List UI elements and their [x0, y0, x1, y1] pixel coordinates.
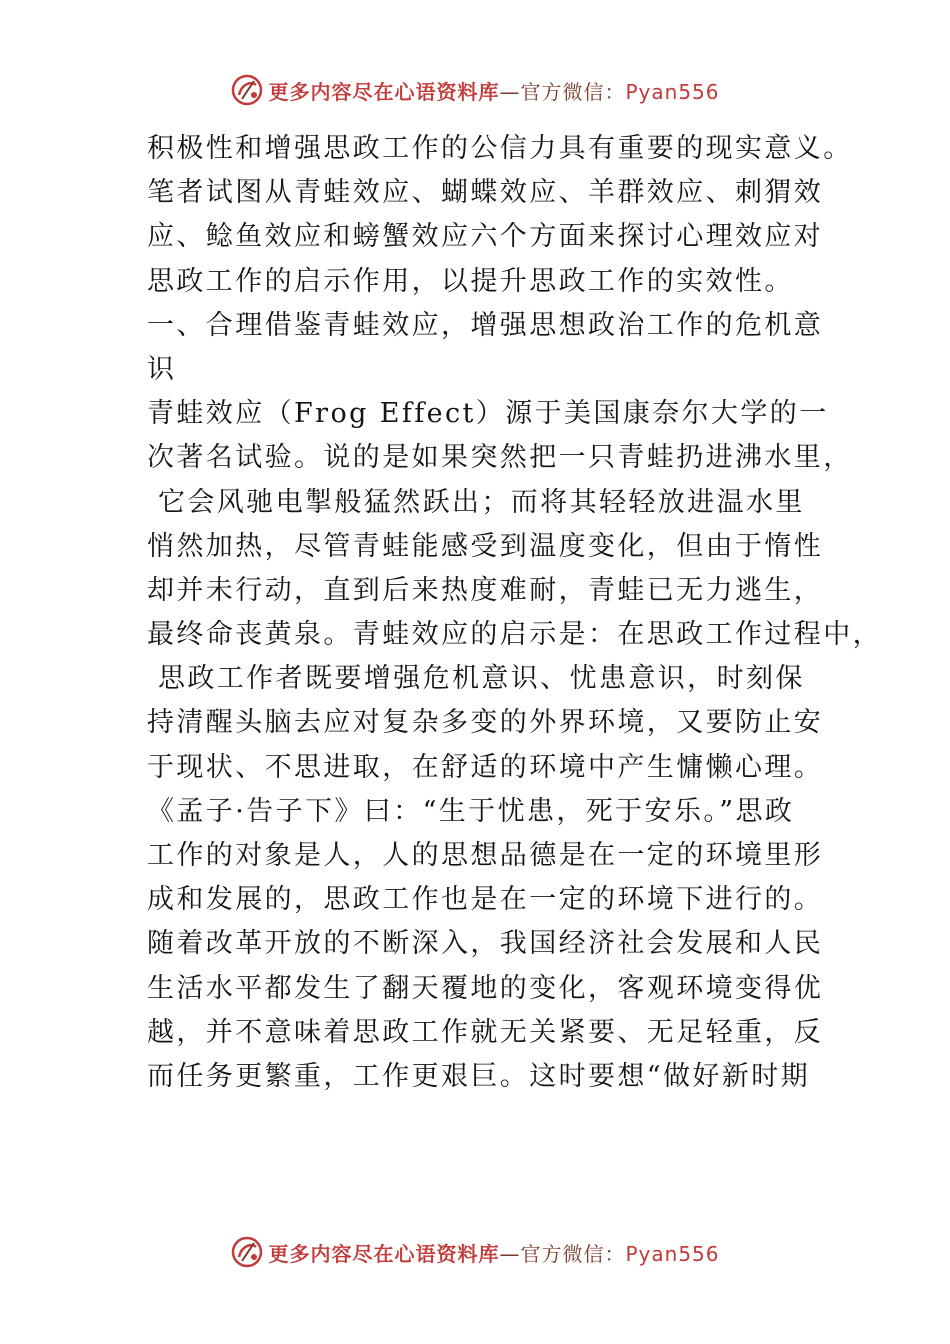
header-banner — [0, 68, 950, 112]
banner-wechat-label: 官方微信： — [520, 79, 626, 104]
body-line: 《孟子·告子下》曰：“生于忧患，死于安乐。”思政 — [147, 795, 795, 827]
banner-dash: — — [499, 1241, 521, 1266]
body-line: 应、鲶鱼效应和螃蟹效应六个方面来探讨心理效应对 — [147, 221, 824, 253]
body-line: 持清醒头脑去应对复杂多变的外界环境，又要防止安 — [147, 707, 824, 739]
body-line: 随着改革开放的不断深入，我国经济社会发展和人民 — [147, 928, 824, 960]
banner-wechat-label: 官方微信： — [520, 1241, 626, 1266]
body-line: 越，并不意味着思政工作就无关紧要、无足轻重，反 — [147, 1016, 824, 1048]
body-line: 思政工作者既要增强危机意识、忧患意识，时刻保 — [147, 663, 805, 695]
body-line: 笔者试图从青蛙效应、蝴蝶效应、羊群效应、刺猬效 — [147, 177, 824, 209]
body-line: 却并未行动，直到后来热度难耐，青蛙已无力逃生， — [147, 574, 824, 606]
body-line: 它会风驰电掣般猛然跃出；而将其轻轻放进温水里 — [147, 486, 805, 518]
body-line: 青蛙效应（Frog Effect）源于美国康奈尔大学的一 — [147, 398, 829, 430]
body-line: 最终命丧黄泉。青蛙效应的启示是：在思政工作过程中， — [147, 619, 882, 651]
banner-dash: — — [499, 79, 521, 104]
body-line: 于现状、不思进取，在舒适的环境中产生慵懒心理。 — [147, 751, 824, 783]
document-body — [147, 127, 882, 1099]
banner-site: 更多内容尽在心语资料库 — [268, 1241, 500, 1266]
banner-wechat-id: Pyan556 — [625, 79, 720, 104]
body-line: 成和发展的，思政工作也是在一定的环境下进行的。 — [147, 884, 824, 916]
body-line: 悄然加热，尽管青蛙能感受到温度变化，但由于惰性 — [147, 530, 824, 562]
logo-icon — [230, 1235, 264, 1269]
body-line: 次著名试验。说的是如果突然把一只青蛙扔进沸水里， — [147, 442, 853, 474]
body-line: 工作的对象是人，人的思想品德是在一定的环境里形 — [147, 840, 824, 871]
logo-icon — [230, 73, 264, 107]
body-line: 生活水平都发生了翻天覆地的变化，客观环境变得优 — [147, 972, 824, 1004]
body-line: 而任务更繁重，工作更艰巨。这时要想“做好新时期 — [147, 1060, 811, 1092]
body-line: 积极性和增强思政工作的公信力具有重要的现实意义。 — [147, 133, 853, 164]
banner-wechat-id: Pyan556 — [625, 1241, 720, 1266]
section-heading: 识 — [147, 353, 177, 385]
section-heading: 一、合理借鉴青蛙效应，增强思想政治工作的危机意 — [147, 309, 824, 341]
footer-banner — [0, 1230, 950, 1274]
body-line: 思政工作的启示作用，以提升思政工作的实效性。 — [147, 265, 794, 297]
banner-site: 更多内容尽在心语资料库 — [268, 79, 500, 104]
